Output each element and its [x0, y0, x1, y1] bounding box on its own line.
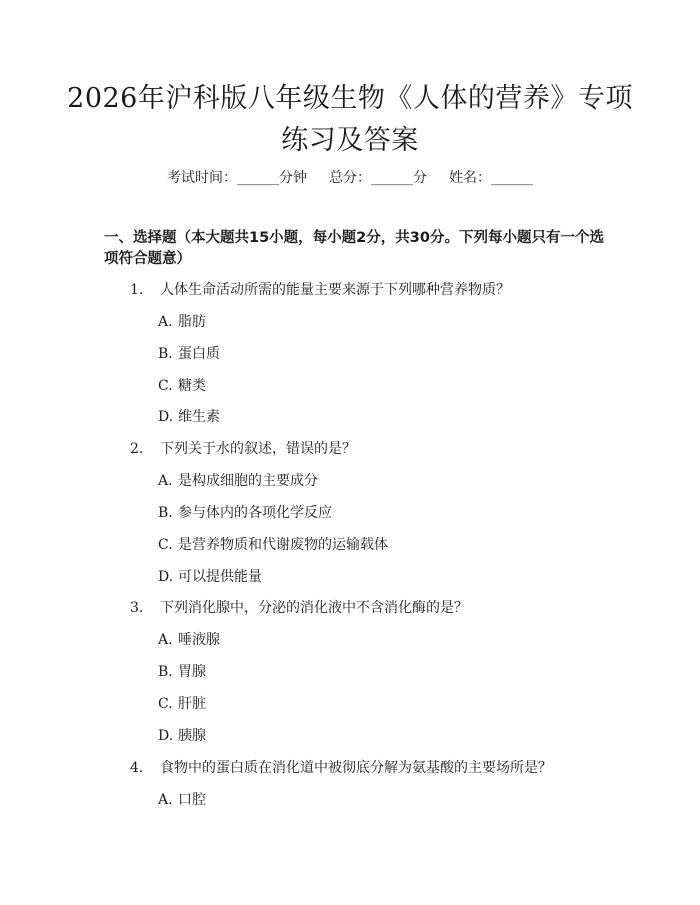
- option-label: C.: [158, 537, 173, 553]
- question-2-option-c: [158, 535, 388, 555]
- option-text: 是构成细胞的主要成分: [178, 473, 318, 489]
- option-text: 糖类: [178, 378, 206, 394]
- question-text: 下列消化腺中，分泌的消化液中不含消化酶的是？: [160, 600, 468, 616]
- option-text: 维生素: [178, 409, 220, 425]
- option-text: 是营养物质和代谢废物的运输载体: [178, 537, 388, 553]
- option-label: A.: [158, 473, 173, 489]
- option-label: A.: [158, 792, 173, 808]
- question-3-option-b: [158, 662, 206, 682]
- option-label: D.: [158, 569, 174, 585]
- option-label: B.: [158, 664, 173, 680]
- option-label: C.: [158, 378, 173, 394]
- question-number: 3.: [130, 600, 144, 616]
- question-text: 下列关于水的叙述，错误的是？: [160, 441, 356, 457]
- option-text: 口腔: [178, 792, 206, 808]
- question-1-option-a: [158, 312, 206, 332]
- question-4: [130, 758, 552, 778]
- question-1: [130, 280, 510, 300]
- option-label: D.: [158, 728, 174, 744]
- question-4-option-a: [158, 790, 206, 810]
- exam-time: 考试时间：______分钟: [167, 170, 307, 186]
- option-text: 肝脏: [178, 696, 206, 712]
- option-label: A.: [158, 314, 173, 330]
- option-text: 唾液腺: [178, 632, 220, 648]
- option-text: 参与体内的各项化学反应: [178, 505, 332, 521]
- option-label: B.: [158, 346, 173, 362]
- option-label: A.: [158, 632, 173, 648]
- question-number: 2.: [130, 441, 144, 457]
- option-label: C.: [158, 696, 173, 712]
- question-3-option-d: [158, 726, 206, 746]
- question-2-option-d: [158, 567, 262, 587]
- question-3: [130, 598, 468, 618]
- option-text: 胰腺: [178, 728, 206, 744]
- option-text: 胃腺: [178, 664, 206, 680]
- option-label: B.: [158, 505, 173, 521]
- question-text: 食物中的蛋白质在消化道中被彻底分解为氨基酸的主要场所是？: [160, 760, 552, 776]
- question-text: 人体生命活动所需的能量主要来源于下列哪种营养物质？: [160, 282, 510, 298]
- option-text: 可以提供能量: [178, 569, 262, 585]
- question-2-option-a: [158, 471, 318, 491]
- question-1-option-b: [158, 344, 220, 364]
- document-title: 2026年沪科版八年级生物《人体的营养》专项练习及答案: [67, 83, 633, 156]
- student-name: 姓名：______: [449, 170, 533, 186]
- question-number: 1.: [130, 282, 144, 298]
- question-3-option-c: [158, 694, 206, 714]
- question-1-option-c: [158, 376, 206, 396]
- total-score: 总分：______分: [329, 170, 427, 186]
- question-1-option-d: [158, 407, 220, 427]
- exam-meta: [0, 168, 700, 188]
- question-3-option-a: [158, 630, 220, 650]
- question-2: [130, 439, 356, 459]
- question-2-option-b: [158, 503, 332, 523]
- question-number: 4.: [130, 760, 144, 776]
- option-text: 脂肪: [178, 314, 206, 330]
- option-label: D.: [158, 409, 174, 425]
- section-heading: 一、选择题（本大题共15小题，每小题2分，共30分。下列每小题只有一个选项符合题意）: [104, 230, 604, 267]
- option-text: 蛋白质: [178, 346, 220, 362]
